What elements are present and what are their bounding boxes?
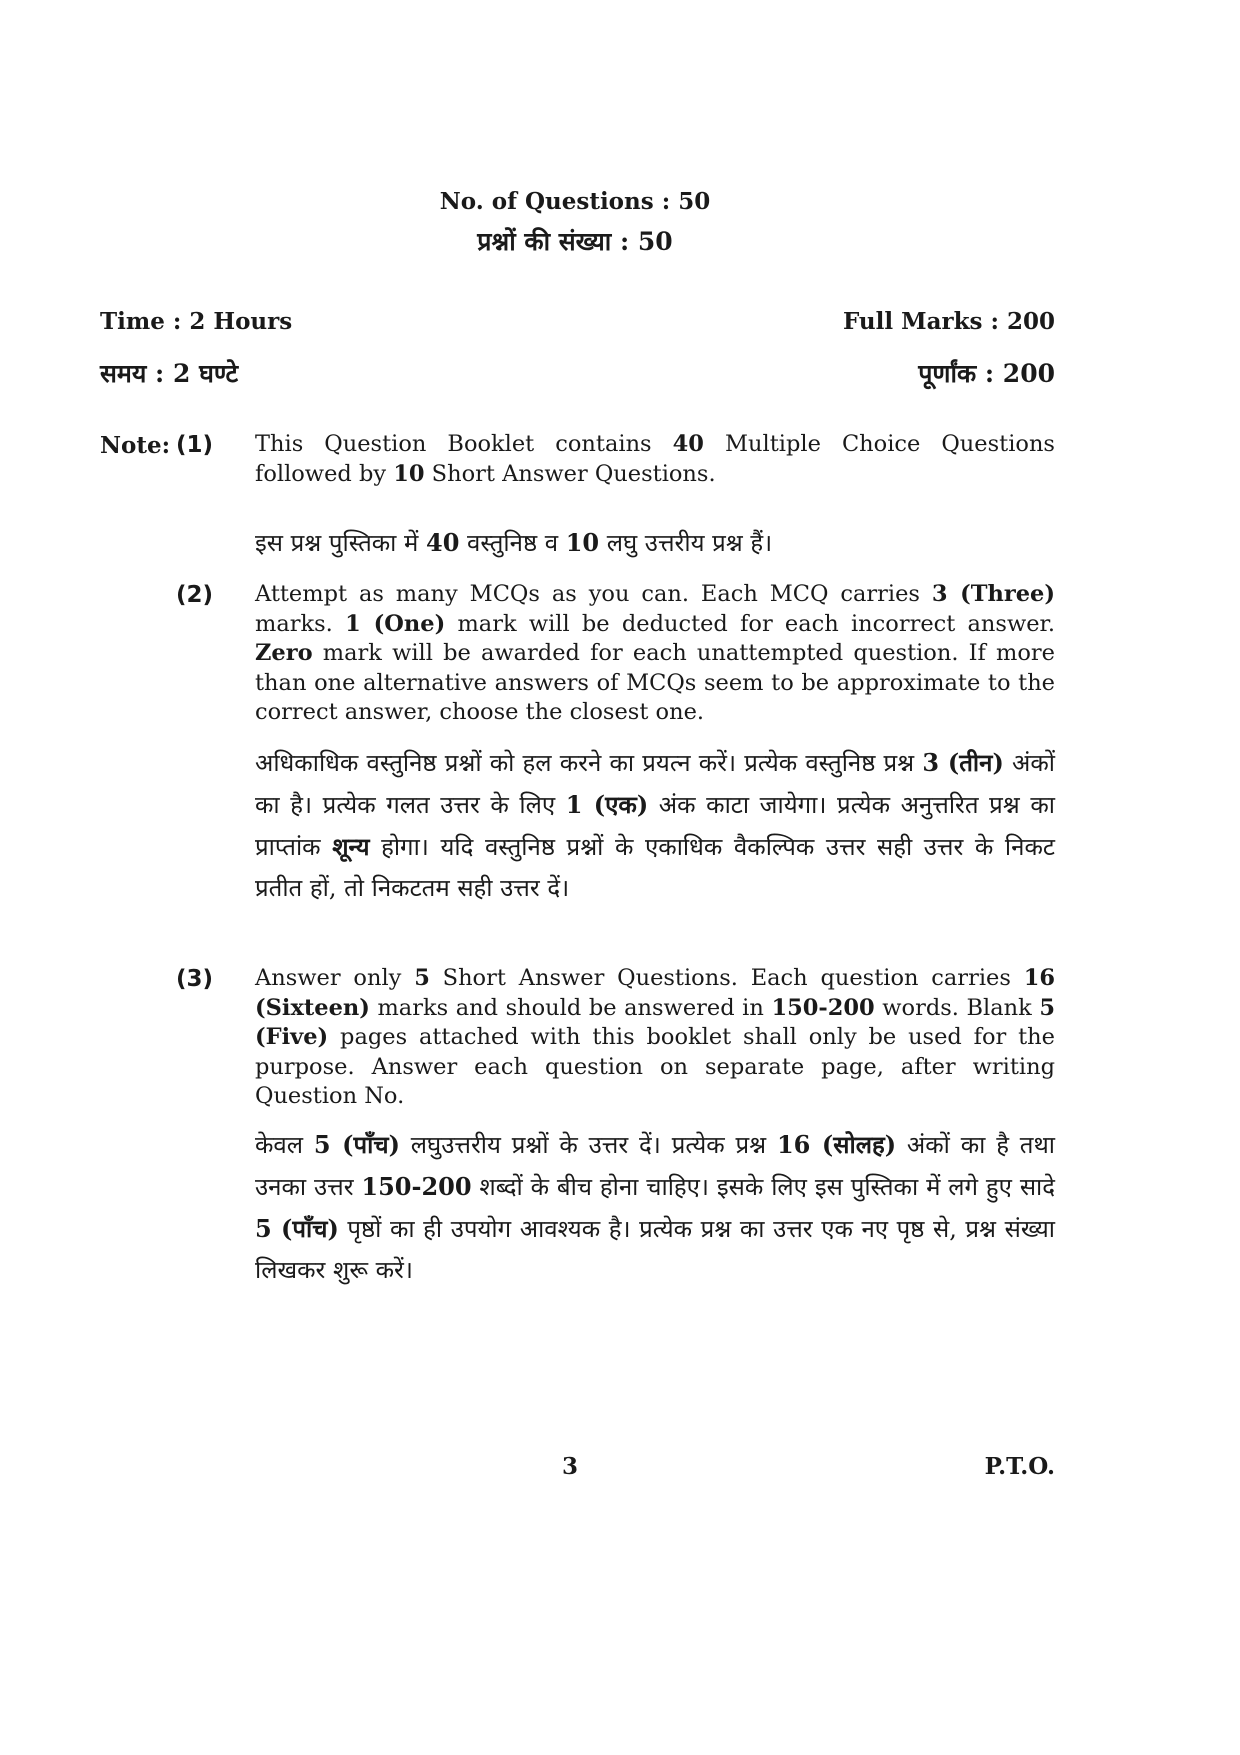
note-2-en: Attempt as many MCQs as you can. Each MCQ carries 3 (Three) marks. 1 (One) mark will be deducted for each incorrect answer. Zero mark will be awarded for each unattempted question. If more than one alternative answers of MCQs seem to be approximate to the correct answer, choose the closest one. [255, 581, 1055, 725]
full-marks-en: Full Marks : 200 [842, 308, 1055, 335]
full-marks-hi: पूर्णांक : 200 [918, 359, 1055, 388]
note-1-en: This Question Booklet contains 40 Multiple Choice Questions followed by 10 Short Answer Questions. [255, 431, 1055, 487]
note-3-en: Answer only 5 Short Answer Questions. Each question carries 16 (Sixteen) marks and should be answered in 150-200 words. Blank 5 (Five) pages attached with this booklet shall only be used for the purpose. Answer each question on separate page, after writing Question No. [255, 965, 1056, 1109]
questions-count-en: No. of Questions : 50 [439, 188, 711, 215]
note-2-hi: अधिकाधिक वस्तुनिष्ठ प्रश्नों को हल करने का प्रयत्न करें। प्रत्येक वस्तुनिष्ठ प्रश्न 3 (तीन) अंकों का है। प्रत्येक गलत उत्तर के लिए 1 (एक) अंक काटा जायेगा। प्रत्येक अनुत्तरित प्रश्न का प्राप्तांक शून्य होगा। यदि वस्तुनिष्ठ प्रश्नों के एकाधिक वैकल्पिक उत्तर सही उत्तर के निकट प्रतीत हों, तो निकटतम सही उत्तर दें। [255, 748, 1055, 902]
questions-count-hi: प्रश्नों की संख्या : 50 [477, 227, 673, 256]
time-en: Time : 2 Hours [100, 308, 293, 335]
note-label: Note: [100, 432, 171, 459]
note-2-number: (2) [176, 582, 214, 608]
note-3-number: (3) [176, 966, 214, 992]
note-3-hi: केवल 5 (पाँच) लघुउत्तरीय प्रश्नों के उत्तर दें। प्रत्येक प्रश्न 16 (सोलह) अंकों का है तथा उनका उत्तर 150-200 शब्दों के बीच होना चाहिए। इसके लिए इस पुस्तिका में लगे हुए सादे 5 (पाँच) पृष्ठों का ही उपयोग आवश्यक है। प्रत्येक प्रश्न का उत्तर एक नए पृष्ठ से, प्रश्न संख्या लिखकर शुरू करें। [255, 1130, 1055, 1284]
note-1-number: (1) [176, 432, 214, 458]
time-hi: समय : 2 घण्टे [100, 359, 239, 388]
note-1-hi: इस प्रश्न पुस्तिका में 40 वस्तुनिष्ठ व 10 लघु उत्तरीय प्रश्न हैं। [255, 528, 773, 557]
page-number: 3 [562, 1453, 579, 1480]
pto-label: P.T.O. [984, 1453, 1055, 1480]
